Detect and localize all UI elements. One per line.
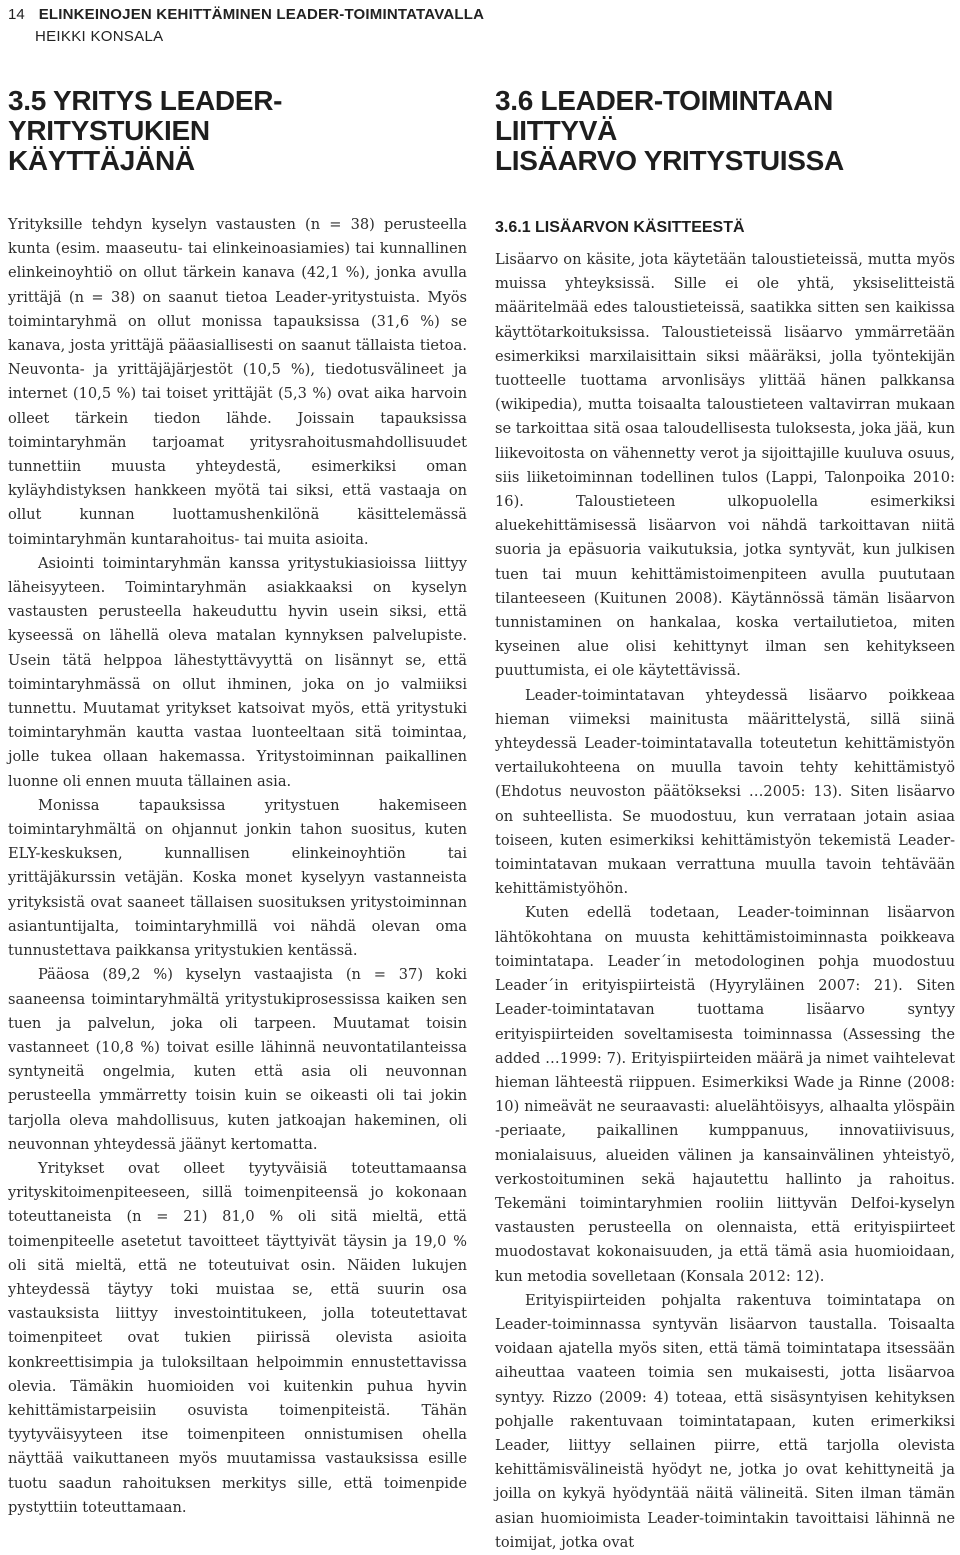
left-column xyxy=(8,86,467,1520)
paragraph: Leader-toimintatavan yhteydessä lisäarvo poikkeaa hieman viimeksi mainitusta määrittelystä, sillä siinä yhteydessä Leader-toimintatavalla toteutetun kehittämistyön vertailukohteena on muulla tavoin tehty kehittämistyö (Ehdotus neuvoston päätökseksi …2005: 13). Siten lisäarvo on suhteellista. Se muodostuu, kun verrataan jotain asiaa toiseen, kuten esimerkiksi kehittämistyön tekemistä Leader-toimintatavan mukaan verrattuna muulla tavoin tehtävään kehittämistyöhön. xyxy=(495,686,955,898)
paragraph: Monissa tapauksissa yritystuen hakemiseen toimintaryhmältä on ohjannut jonkin tahon suositus, kuten ELY-keskuksen, kunnallisen elinkeinoyhtiön tai yrittäjäkurssin vetäjän. Koska monet kyselyyn vastanneista yrityksistä ovat saaneet tällaisen suosituksen yritystoiminnan asiantuntijalta, toimintaryhmillä voi nähdä olevan oma tunnustettava paikkansa yritystukien kentässä. xyxy=(8,796,467,960)
heading-line-2: KÄYTTÄJÄNÄ xyxy=(8,145,195,176)
heading-line-2: LISÄARVO YRITYSTUISSA xyxy=(495,145,844,176)
paragraph: Pääosa (89,2 %) kyselyn vastaajista (n = 37) koki saaneensa toimintaryhmältä yritystukiprosessissa kaiken sen tuen ja palvelun, joka oli tarpeen. Muutamat toisin vastanneet (10,8 %) toivat esille lähinnä neuvontatilanteissa syntyneitä ongelmia, kuten että asia oli neuvonnan perusteella ymmärretty toisin kuin se oikeasti oli tai jokin tarjolla oleva mahdollisuus, kuten jatkoajan hakeminen, oli neuvonnan yhteydessä jäänyt kertomatta. xyxy=(8,966,467,1153)
heading-line-1: 3.6 LEADER-TOIMINTAAN LIITTYVÄ xyxy=(495,85,834,146)
section-heading-3-5 xyxy=(8,86,467,176)
page-number: 14 xyxy=(8,6,25,23)
subsection-heading-3-6-1: 3.6.1 LISÄARVON KÄSITTEESTÄ xyxy=(495,219,745,236)
heading-line-1: 3.5 YRITYS LEADER-YRITYSTUKIEN xyxy=(8,85,283,146)
right-column xyxy=(495,86,955,1555)
running-header xyxy=(8,4,948,48)
author-name: HEIKKI KONSALA xyxy=(35,28,164,45)
paragraph: Lisäarvo on käsite, jota käytetään taloustieteissä, mutta myös muissa yhteyksissä. Sille ei ole yhtä, yksiselitteistä määritelmää edes taloustieteissä, saatikka sitten sen kaikissa käyttötarkoituksissa. Taloustieteissä lisäarvo ymmärretään esimerkiksi marxilaisittain siksi määräksi, jolla työntekijän tuotteelle tuottama arvonlisäys ylittää hänen palkkansa (wikipedia), mutta toisaalta taloustieteen valtavirran mukaan se tarkoittaa sitä osaa taloudellisesta tuloksesta, joka jää, kun liikevoitosta on vähennetty verot ja sijoittajille kuuluva osuus, siis liiketoiminnan todellinen tulos (Lappi, Talonpoika 2010: 16). Taloustieteen ulkopuolella esimerkiksi aluekehittämisessä lisäarvon voi nähdä tarkoittavan niitä suoria ja epäsuoria vaikutuksia, jotka syntyvät, kun julkisen tuen tai muun kehittämistoimenpiteen avulla puututaan tilanteeseen (Kuitunen 2008). Käytännössä tämän lisäarvon tunnistaminen on hankalaa, koska vertailutietoa, miten kyseinen alue olisi kehittynyt ilman sen kehitykseen puuttumista, ei ole käytettävissä. xyxy=(495,251,955,680)
paragraph: Asiointi toimintaryhmän kanssa yritystukiasioissa liittyy läheisyyteen. Toimintaryhmän asiakkaaksi on kyselyn vastausten perusteella hakeuduttu hyvin usein siksi, että kyseessä on lähellä oleva matalan kynnyksen palvelupiste. Usein tätä helppoa lähestyttävyyttä on lisännyt se, että toimintaryhmässä on ollut ihminen, joka on jo valmiiksi tunnettu. Muutamat yritykset katsoivat myös, että yritystuki toimintaryhmän kautta vastaa luonteeltaan sitä toimintaa, jolle tukea ollaan hakemassa. Yritystoiminnan paikallinen luonne oli ennen muuta tällainen asia. xyxy=(8,554,467,790)
section-heading-3-6 xyxy=(495,86,955,176)
paragraph: Yrityksille tehdyn kyselyn vastausten (n = 38) perusteella kunta (esim. maaseutu- tai elinkeinoasiamies) tai kunnallinen elinkeinoyhtiö on ollut tärkein kanava (42,1 %), jonka avulla yrittäjä (n = 38) on saanut tietoa Leader-yritystuista. Myös toimintaryhmä on ollut monissa tapauksissa (31,6 %) se kanava, josta yrittäjä pääasiallisesti on saanut tällaista tietoa. Neuvonta- ja yrittäjäjärjestöt (10,5 %), tiedotusvälineet ja internet (10,5 %) tai toiset yrittäjät (5,3 %) ovat aika harvoin olleet tärkein tiedon lähde. Joissain tapauksissa toimintaryhmän tarjoamat yritysrahoitusmahdollisuudet tunnettiin muusta yhteydestä, esimerkiksi oman kyläyhdistyksen hankkeen myötä tai siksi, että vastaaja on ollut kunnan luottamushenkilönä käsittelemässä toimintaryhmän kuntarahoitus- tai muita asioita. xyxy=(8,216,467,548)
publication-title: ELINKEINOJEN KEHITTÄMINEN LEADER-TOIMINTATAVALLA xyxy=(38,6,485,23)
paragraph: Kuten edellä todetaan, Leader-toiminnan lisäarvon lähtökohtana on muusta kehittämistoiminnasta poikkeava toimintatapa. Leader´in metodologinen pohja muodostuu Leader´in erityispiirteistä (Hyyryläinen 2007: 21). Siten Leader-toimintatavan tuottama lisäarvo syntyy erityispiirteiden soveltamisesta toiminnassa (Assessing the added …1999: 7). Erityispiirteiden määrä ja nimet vaihtelevat hieman lähteestä riippuen. Esimerkiksi Wade ja Rinne (2008: 10) nimeävät ne seuraavasti: aluelähtöisyys, alhaalta ylöspäin -periaate, paikallinen kumppanuus, innovatiivisuus, monialaisuus, alueiden välinen ja kansainvälinen yhteistyö, verkostoituminen sekä hajautettu hallinto ja rahoitus. Tekemäni toimintaryhmien rooliin liittyvän Delfoi-kyselyn vastausten perusteella on olennaista, että erityispiirteet muodostavat kokonaisuuden, ja että tämä asia huomioidaan, kun metodia sovelletaan (Konsala 2012: 12). xyxy=(495,904,955,1285)
paragraph: Erityispiirteiden pohjalta rakentuva toimintatapa on Leader-toiminnassa syntyvän lisäarvon taustalla. Toisaalta voidaan ajatella myös siten, että tämä toimintatapa itsessään aiheuttaa vaateen toimia sen mukaisesti, jotta lisäarvoa syntyy. Rizzo (2009: 4) toteaa, että sisäsyntyisen kehityksen pohjalle rakentuvaan toimintatapaan, kuten erimerkiksi Leader, liittyy sellainen piirre, että tarjolla olevista kehittämisvälineistä hyödyt ne, jotka jo ovat kehittyneitä ja joilla on kykyä hyödyntää näitä välineitä. Siten ilman tämän asian huomioimista Leader-toimintakin tavoittaisi lähinnä ne toimijat, jotka ovat xyxy=(495,1291,955,1551)
paragraph: Yritykset ovat olleet tyytyväisiä toteuttamaansa yrityskitoimenpiteeseen, sillä toimenpiteensä jo kokonaan toteuttaneista (n = 21) 81,0 % oli sitä mieltä, että toimenpiteelle asetetut tavoitteet täyttyivät täysin ja 19,0 % oli sitä mieltä, että ne toteutuivat osin. Näiden lukujen yhteydessä täytyy toki muistaa se, että suurin osa vastauksista liittyy investointitukeen, jolla toteutettavat toimenpiteet ovat tukien piirissä olevista asioita konkreettisimpia ja tuloksiltaan helpoimmin ennustettavissa olevia. Tämäkin huomioiden voi kuitenkin puhua hyvin kehittämistarpeisiin osuvista toimenpiteistä. Tähän tyytyväisyyteen itse toimenpiteen onnistumisen ohella näyttää vaikuttaneen myös muutamissa vastauksissa esille tuotu saadun rahoituksen merkitys sille, että toimenpide pystyttiin toteuttamaan. xyxy=(8,1159,467,1516)
